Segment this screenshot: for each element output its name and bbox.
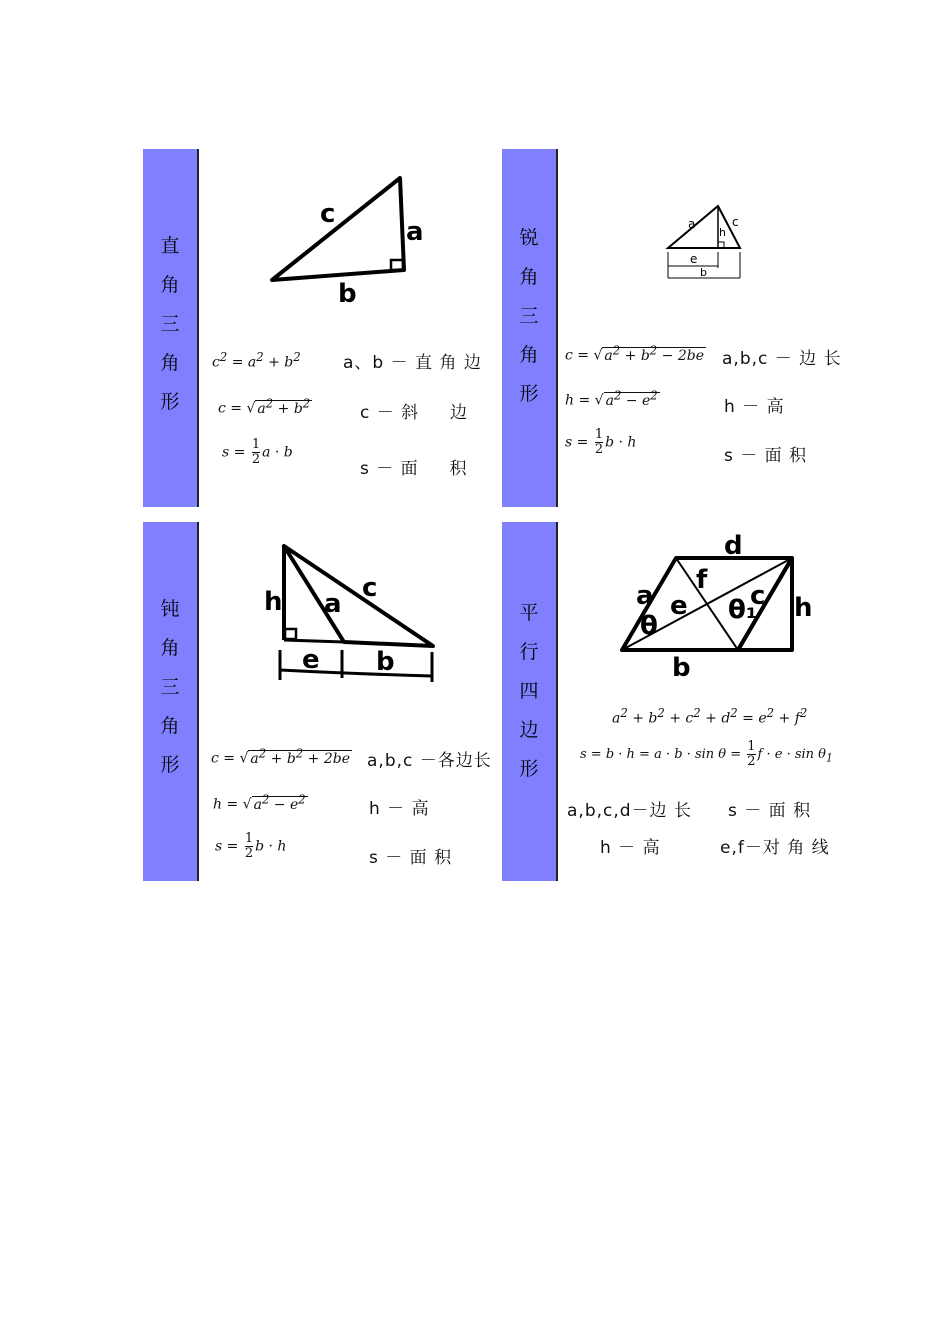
title-char: 形 — [519, 383, 539, 405]
label-f: f — [696, 565, 708, 595]
title-char: 形 — [160, 391, 180, 413]
formula-1: $a^2 + b^2 + c^2 + d^2 = e^2 + f^2$ — [612, 706, 808, 727]
side-label-parallelogram — [502, 522, 558, 881]
title-char: 形 — [160, 754, 180, 776]
title-char: 四 — [519, 680, 539, 702]
label-a: a — [324, 589, 342, 619]
title-char: 角 — [519, 344, 539, 366]
title-char: 形 — [519, 758, 539, 780]
label-h: h — [794, 593, 813, 623]
right-triangle-figure — [260, 170, 440, 310]
side-label-obtuse-triangle — [143, 522, 199, 881]
formula-1: $c^2 = a^2 + b^2$ — [212, 350, 301, 371]
title-char: 角 — [160, 715, 180, 737]
label-e: e — [670, 591, 688, 621]
label-b: b — [338, 279, 357, 309]
label-c: c — [750, 581, 766, 611]
obtuse-triangle-figure — [258, 538, 448, 688]
label-c: c — [362, 573, 378, 603]
title-char: 钝 — [160, 598, 180, 620]
desc-2: h － 高 — [369, 799, 430, 819]
acute-triangle-figure — [660, 200, 750, 285]
title-char: 角 — [160, 274, 180, 296]
desc-2: s － 面 积 — [728, 801, 812, 821]
label-c: c — [320, 199, 336, 229]
parallelogram-figure — [614, 532, 829, 682]
label-d: d — [724, 532, 743, 561]
label-theta1: θ₁ — [728, 595, 758, 625]
label-theta: θ — [640, 611, 658, 641]
side-label-right-triangle — [143, 149, 199, 507]
label-b: b — [672, 653, 691, 682]
desc-3: s － 面 积 — [724, 446, 808, 466]
label-b: b — [376, 647, 395, 677]
title-char: 角 — [160, 637, 180, 659]
desc-2: h － 高 — [724, 397, 785, 417]
desc-4: e,f－对 角 线 — [720, 838, 830, 858]
desc-1: a、b － 直 角 边 — [343, 353, 482, 373]
formula-1: c = √ $a^2 + b^2 - 2be$ — [565, 343, 704, 364]
title-char: 直 — [160, 235, 180, 257]
desc-3: s － 面 积 — [360, 459, 468, 479]
desc-1: a,b,c － 边 长 — [722, 349, 842, 369]
label-c: c — [732, 215, 739, 229]
formula-3: s = $\frac{1}{2}$ b · h — [565, 427, 637, 457]
title-char: 角 — [519, 266, 539, 288]
formula-2: c = √ $a^2 + b^2$ — [218, 396, 311, 417]
title-char: 角 — [160, 352, 180, 374]
title-char: 平 — [519, 602, 539, 624]
formula-3: s = $\frac{1}{2}$ b · h — [215, 831, 287, 861]
desc-3: s － 面 积 — [369, 848, 453, 868]
label-a: a — [636, 581, 654, 611]
desc-1: a,b,c,d－边 长 — [567, 801, 692, 821]
formula-2: h = √ $a^2 - e^2$ — [565, 388, 658, 409]
label-e: e — [690, 252, 698, 266]
label-e: e — [302, 645, 320, 675]
label-a: a — [406, 217, 424, 247]
title-char: 三 — [160, 676, 180, 698]
title-char: 三 — [160, 313, 180, 335]
side-label-acute-triangle — [502, 149, 558, 507]
desc-1: a,b,c －各边长 — [367, 751, 492, 771]
formula-1: c = √ $a^2 + b^2 + 2be$ — [211, 746, 350, 767]
label-h: h — [264, 587, 283, 617]
title-char: 行 — [519, 641, 539, 663]
title-char: 边 — [519, 719, 539, 741]
formula-3: s = $\frac{1}{2}$ a · b — [222, 437, 293, 467]
label-h: h — [719, 226, 726, 239]
desc-3: h － 高 — [600, 838, 661, 858]
formula-2: h = √ $a^2 - e^2$ — [213, 792, 306, 813]
desc-2: c － 斜 边 — [360, 403, 468, 423]
label-a: a — [688, 217, 696, 231]
label-b: b — [700, 266, 707, 279]
title-char: 锐 — [519, 227, 539, 249]
title-char: 三 — [519, 305, 539, 327]
formula-2: s = b · h = a · b · sin θ = $\frac{1}{2}$ $f \cdot e \cdot \sin \theta_1$ — [580, 739, 833, 769]
